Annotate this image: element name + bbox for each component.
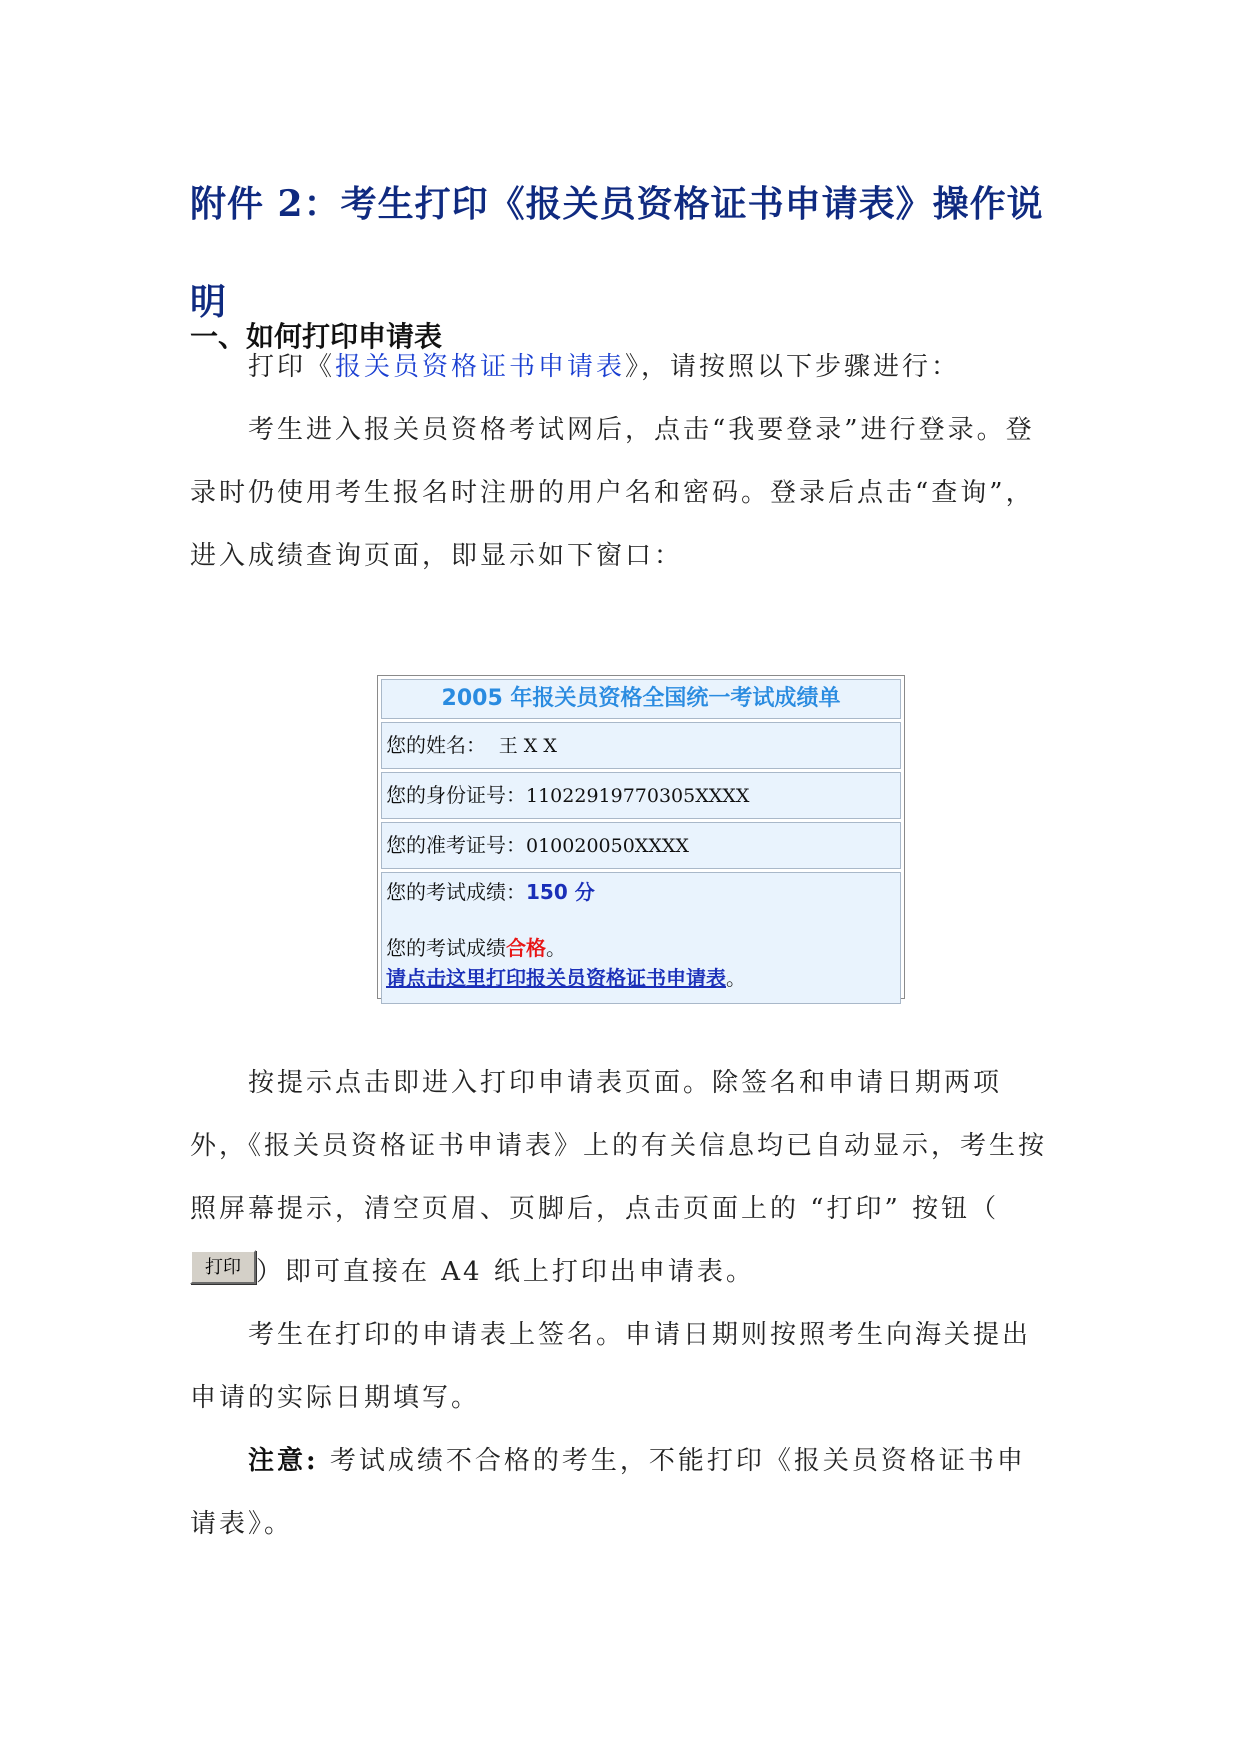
print-paragraph xyxy=(190,1052,1050,1304)
result-suffix: 。 xyxy=(546,936,566,960)
score-report-screenshot xyxy=(377,675,905,999)
result-line xyxy=(386,933,900,963)
score-value: 150 分 xyxy=(526,880,595,904)
print-button[interactable]: 打印 xyxy=(190,1250,256,1284)
signature-paragraph: 考生在打印的申请表上签名。申请日期则按照考生向海关提出申请的实际日期填写。 xyxy=(190,1320,1032,1413)
name-value: 王 X X xyxy=(498,735,557,757)
intro-paragraph xyxy=(190,336,1050,399)
print-text-before: 按提示点击即进入打印申请表页面。除签名和申请日期两项外，《报关员资格证书申请表》上的有关信息均已自动显示，考生按照屏幕提示，清空页眉、页脚后，点击页面上的 “打印” 按钮（ xyxy=(190,1068,1048,1224)
login-paragraph: 考生进入报关员资格考试网后，点击“我要登录”进行登录。登录时仍使用考生报名时注册的用户名和密码。登录后点击“查询”，进入成绩查询页面，即显示如下窗口： xyxy=(190,415,1035,571)
print-application-link[interactable]: 请点击这里打印报关员资格证书申请表 xyxy=(386,966,726,990)
section-heading: 一、如何打印申请表 xyxy=(190,320,443,353)
ticket-label: 您的准考证号： xyxy=(386,833,526,857)
name-row xyxy=(381,722,901,769)
page-title: 附件 2：考生打印《报关员资格证书申请表》操作说明 xyxy=(190,183,1044,323)
score-line xyxy=(386,877,900,907)
id-value: 11022919770305XXXX xyxy=(526,785,750,807)
score-report-title: 2005 年报关员资格全国统一考试成绩单 xyxy=(381,679,901,719)
score-row xyxy=(381,872,901,1004)
note-text: 考试成绩不合格的考生，不能打印《报关员资格证书申请表》。 xyxy=(190,1446,1026,1539)
ticket-row xyxy=(381,822,901,869)
score-label: 您的考试成绩： xyxy=(386,880,526,904)
print-link-suffix: 。 xyxy=(726,966,746,990)
intro-suffix: 》，请按照以下步骤进行： xyxy=(625,352,961,382)
result-value: 合格 xyxy=(506,936,546,960)
name-label: 您的姓名： xyxy=(386,733,486,757)
print-link-line xyxy=(386,963,900,993)
form-name-link: 报关员资格证书申请表 xyxy=(335,352,626,382)
id-label: 您的身份证号： xyxy=(386,783,526,807)
result-prefix: 您的考试成绩 xyxy=(386,936,506,960)
ticket-value: 010020050XXXX xyxy=(526,835,689,857)
note-label: 注意: xyxy=(248,1446,319,1476)
note-paragraph xyxy=(190,1430,1050,1556)
id-row xyxy=(381,772,901,819)
print-text-after: ）即可直接在 A4 纸上打印出申请表。 xyxy=(256,1257,755,1287)
intro-prefix: 打印《 xyxy=(248,352,336,382)
